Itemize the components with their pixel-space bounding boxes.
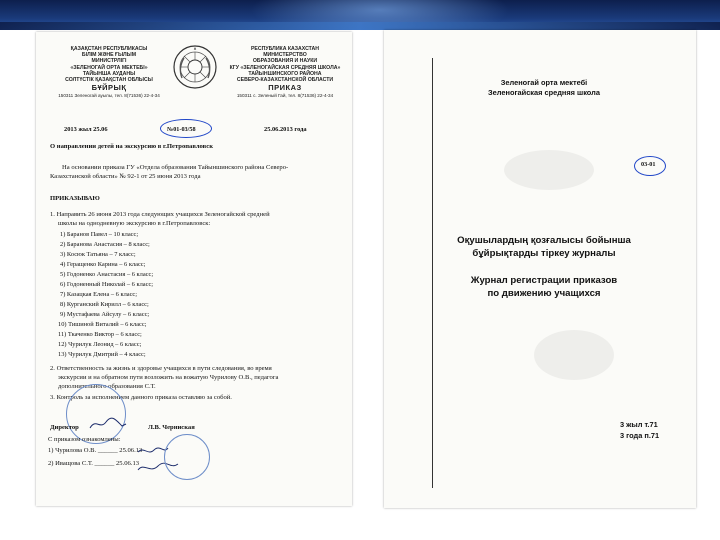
order-date-russian: 25.06.2013 года <box>264 126 307 133</box>
school-name-russian: Зеленогайская средняя школа <box>488 88 600 97</box>
order-directive: ПРИКАЗЫВАЮ <box>50 195 100 202</box>
student-list-item: 11) Ткаченко Виктор – 6 класс; <box>58 331 142 338</box>
student-list-item: 1) Баранов Павел – 10 класс; <box>60 231 139 238</box>
header-right-line: МИНИСТЕРСТВО <box>263 52 307 59</box>
acknowledgement-line-2: 2) Иващова С.Т. ______ 25.06.13 <box>48 460 140 467</box>
order-subject: О направлении детей на экскурсию в г.Петропавловск <box>50 143 214 150</box>
header-right-line: КГУ «ЗЕЛЕНОГАЙСКАЯ СРЕДНЯЯ ШКОЛА» <box>229 64 341 71</box>
order-item-2-line-1: 2. Ответственность за жизнь и здоровье учащихся в пути следования, во время <box>50 365 272 372</box>
journal-title-kazakh-line: бұйрықтарды тіркеу журналы <box>472 248 616 259</box>
official-seal <box>66 384 126 444</box>
journal-title-russian-line: Журнал регистрации приказов <box>470 275 618 286</box>
journal-code: 03-01 <box>641 161 656 168</box>
header-left-line: «ЗЕЛЕНОГАЙ ОРТА МЕКТЕБІ» <box>70 64 148 71</box>
student-list-item: 8) Курганский Кирилл – 6 класс; <box>60 301 149 308</box>
student-list-item: 7) Казацкая Елена – 6 класс; <box>60 291 138 298</box>
order-item-2-line-2: экскурсии и на обратном пути возложить на вожатую Чурилову О.В., педагога <box>58 374 279 381</box>
retention-kazakh: 3 жыл т.71 <box>620 420 658 429</box>
journal-title-russian <box>444 274 644 300</box>
slide-banner <box>0 0 720 30</box>
header-left-line: СОЛТҮСТІК ҚАЗАҚСТАН ОБЛЫСЫ <box>65 77 153 84</box>
header-left-address: 150311 Зеленогай ауылы, тел. 8(71536) 22-4-34 <box>58 93 160 99</box>
header-left-kazakh <box>54 46 164 100</box>
order-document-scan <box>36 32 352 506</box>
acknowledgement-label: С приказом ознакомлены: <box>48 436 121 443</box>
journal-title-kazakh <box>444 234 644 260</box>
student-list-item: 4) Геращенко Карина – 6 класс; <box>60 261 146 268</box>
header-right-line: ТАЙЫНШИНСКОГО РАЙОНА <box>248 70 322 77</box>
director-name: Л.В. Черниская <box>148 424 195 431</box>
student-list-item: 2) Баранова Анастасия – 8 класс; <box>60 241 150 248</box>
header-left-title: БҰЙРЫҚ <box>91 83 127 93</box>
header-right-line: РЕСПУБЛИКА КАЗАХСТАН <box>250 46 320 52</box>
school-name-kazakh: Зеленогай орта мектебі <box>500 78 588 87</box>
header-right-title: ПРИКАЗ <box>268 83 302 93</box>
student-list-item: 5) Годоненко Анастасия – 6 класс; <box>60 271 154 278</box>
director-label: Директор <box>50 424 79 431</box>
paper-smudge <box>504 150 594 190</box>
student-list-item: 9) Мустафаева Айсулу – 6 класс; <box>60 311 150 318</box>
header-right-line: СЕВЕРО-КАЗАХСТАНСКОЙ ОБЛАСТИ <box>236 77 334 84</box>
paper-smudge <box>534 330 614 380</box>
journal-cover-scan <box>384 30 696 508</box>
header-left-line: ҚАЗАҚСТАН РЕСПУБЛИКАСЫ <box>70 46 148 52</box>
student-list-item: 3) Косюк Татьяна – 7 класс; <box>60 251 136 258</box>
student-list-item: 12) Чурилук Леонид – 6 класс; <box>58 341 142 348</box>
order-number: №01-03/58 <box>167 126 196 133</box>
director-signature <box>88 416 128 432</box>
student-list-item: 10) Тишиной Виталий – 6 класс; <box>58 321 147 328</box>
header-left-line: МИНИСТРЛІГІ <box>91 58 127 65</box>
state-emblem-icon <box>172 44 218 90</box>
order-basis-line-2: Казахстанской области» № 92-1 от 25 июня 2013 года <box>50 173 201 180</box>
header-left-line: БІЛІМ ЖӘНЕ ҒЫЛЫМ <box>81 52 137 59</box>
journal-title-russian-line: по движению учащихся <box>487 288 601 299</box>
order-basis-line-1: На основании приказа ГУ «Отдела образования Тайыншинского района Северо- <box>62 164 289 171</box>
header-right-russian <box>226 46 344 100</box>
journal-title-kazakh-line: Оқушылардың қозғалысы бойынша <box>457 235 631 246</box>
cover-school-name <box>474 78 614 98</box>
faint-stamp <box>164 434 210 480</box>
order-item-1-line-2: школы на однодневную экскурсию в г.Петропавловск: <box>58 220 211 227</box>
retention-russian: 3 года п.71 <box>620 431 660 440</box>
student-list-item: 6) Годоненный Николай – 6 класс; <box>60 281 154 288</box>
banner-streak <box>0 22 720 30</box>
order-item-3: 3. Контроль за исполнением данного приказа оставляю за собой. <box>50 394 232 401</box>
order-item-1-line-1: 1. Направить 26 июня 2013 года следующих учащихся Зеленогайской средней <box>50 211 270 218</box>
student-list-item: 13) Чурилук Дмитрий – 4 класс; <box>58 351 146 358</box>
header-right-address: 150311 с. Зеленый Гай, тел. 8(71536) 22-4-34 <box>236 93 334 99</box>
header-left-line: ТАЙЫНША АУДАНЫ <box>82 70 136 77</box>
order-date-kazakh: 2013 жыл 25.06 <box>64 126 108 133</box>
header-right-line: ОБРАЗОВАНИЯ И НАУКИ <box>252 58 318 65</box>
acknowledgement-line-1: 1) Чурилова О.В. ______ 25.06.13 <box>48 447 143 454</box>
order-item-2-line-3: дополнительного образования С.Т. <box>58 383 156 390</box>
